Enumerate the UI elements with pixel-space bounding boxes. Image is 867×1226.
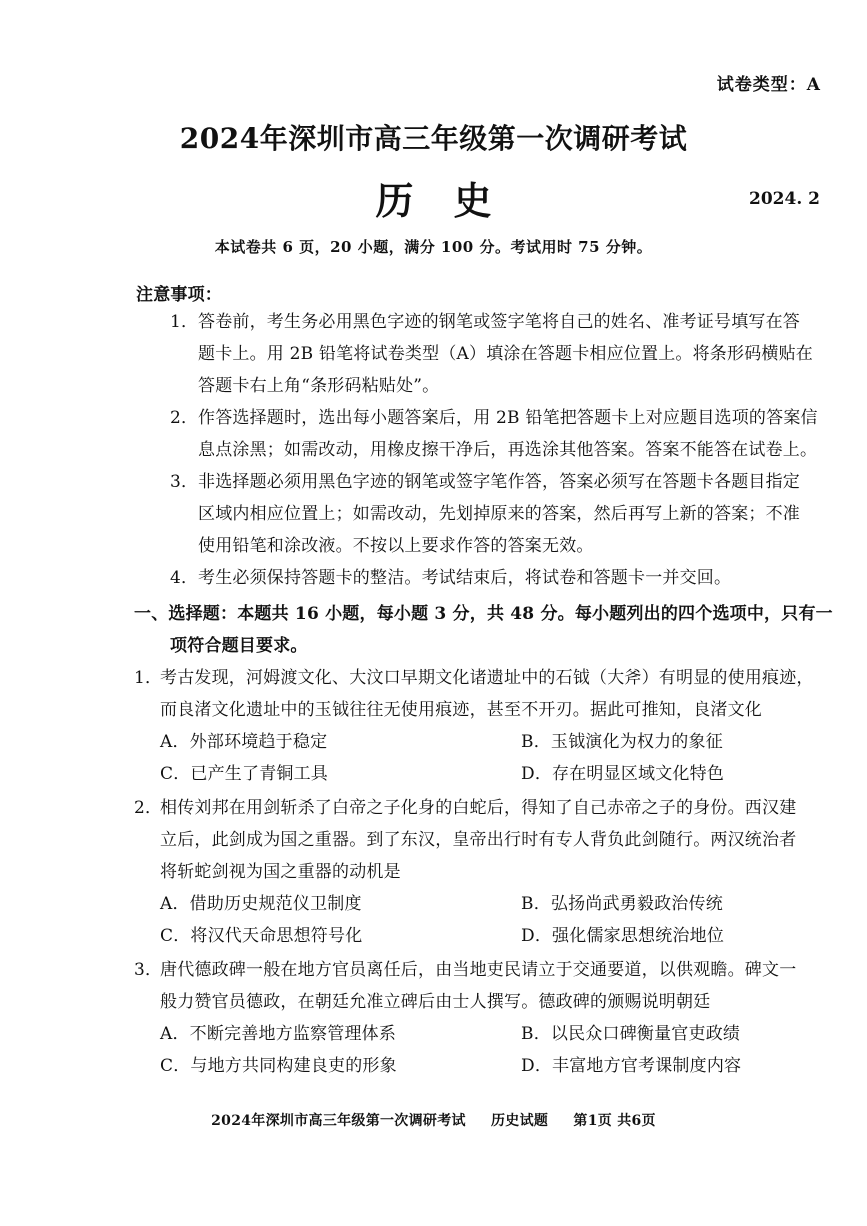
question-1-stem-line-2: 而良渚文化遗址中的玉钺往往无使用痕迹，甚至不开刃。据此可推知，良渚文化 [160,700,762,720]
note-1-line-3: 答题卡右上角“条形码粘贴处”。 [198,376,440,396]
question-2-stem-line-2: 立后，此剑成为国之重器。到了东汉，皇帝出行时有专人背负此剑随行。两汉统治者 [160,830,797,850]
question-1-option-b: B．玉钺演化为权力的象征 [521,732,723,752]
question-2-option-b: B．弘扬尚武勇毅政治传统 [521,894,723,914]
note-2-line-1: 作答选择题时，选出每小题答案后，用 2B 铅笔把答题卡上对应题目选项的答案信 [198,408,818,428]
note-3-number: 3． [170,472,199,492]
subject-title: 历史 [375,178,532,223]
note-4-line-1: 考生必须保持答题卡的整洁。考试结束后，将试卷和答题卡一并交回。 [198,568,732,588]
question-3-option-d: D．丰富地方官考课制度内容 [521,1056,742,1076]
note-1-line-2: 题卡上。用 2B 铅笔将试卷类型（A）填涂在答题卡相应位置上。将条形码横贴在 [198,344,813,364]
note-3-line-1: 非选择题必须用黑色字迹的钢笔或签字笔作答，答案必须写在答题卡各题目指定 [198,472,800,492]
question-2-stem-line-3: 将斩蛇剑视为国之重器的动机是 [160,862,401,882]
section-heading-line-2: 项符合题目要求。 [170,636,308,656]
question-3-stem-line-1: 唐代德政碑一般在地方官员离任后，由当地吏民请立于交通要道，以供观瞻。碑文一 [160,960,797,980]
question-2-option-c: C．将汉代天命思想符号化 [160,926,363,946]
footer-page-number: 第1页 共6页 [573,1113,656,1129]
question-2-number: 2． [134,798,163,818]
footer-subject: 历史试题 [491,1113,549,1129]
question-2-option-d: D．强化儒家思想统治地位 [521,926,725,946]
question-2-stem-line-1: 相传刘邦在用剑斩杀了白帝之子化身的白蛇后，得知了自己赤帝之子的身份。西汉建 [160,798,797,818]
section-heading-line-1: 一、选择题：本题共 16 小题，每小题 3 分，共 48 分。每小题列出的四个选项中，只有一 [134,604,833,624]
exam-date: 2024. 2 [749,189,820,209]
question-1-number: 1． [134,668,163,688]
exam-title: 2024年深圳市高三年级第一次调研考试 [179,122,688,155]
note-2-number: 2． [170,408,199,428]
question-3-number: 3． [134,960,163,980]
note-3-line-2: 区域内相应位置上；如需改动，先划掉原来的答案，然后再写上新的答案；不准 [198,504,800,524]
question-1-stem-line-1: 考古发现，河姆渡文化、大汶口早期文化诸遗址中的石钺（大斧）有明显的使用痕迹， [160,668,814,688]
question-1-option-d: D．存在明显区域文化特色 [521,764,725,784]
note-1-number: 1． [170,312,199,332]
note-2-line-2: 息点涂黑；如需改动，用橡皮擦干净后，再选涂其他答案。答案不能答在试卷上。 [198,440,818,460]
exam-info: 本试卷共 6 页，20 小题，满分 100 分。考试用时 75 分钟。 [214,238,653,256]
question-1-option-a: A．外部环境趋于稳定 [160,732,328,752]
question-3-option-a: A．不断完善地方监察管理体系 [160,1024,397,1044]
note-4-number: 4． [170,568,199,588]
note-1-line-1: 答卷前，考生务必用黑色字迹的钢笔或签字笔将自己的姓名、准考证号填写在答 [198,312,800,332]
paper-type-label: 试卷类型：A [716,75,821,95]
question-3-option-c: C．与地方共同构建良吏的形象 [160,1056,397,1076]
question-3-option-b: B．以民众口碑衡量官吏政绩 [521,1024,741,1044]
page-footer [0,1110,867,1130]
notes-heading: 注意事项： [136,285,222,305]
question-1-option-c: C．已产生了青铜工具 [160,764,329,784]
footer-exam-name: 2024年深圳市高三年级第一次调研考试 [211,1113,466,1129]
question-3-stem-line-2: 般力赞官员德政，在朝廷允准立碑后由士人撰写。德政碑的颁赐说明朝廷 [160,992,711,1012]
note-3-line-3: 使用铅笔和涂改液。不按以上要求作答的答案无效。 [198,536,594,556]
question-2-option-a: A．借助历史规范仪卫制度 [160,894,362,914]
